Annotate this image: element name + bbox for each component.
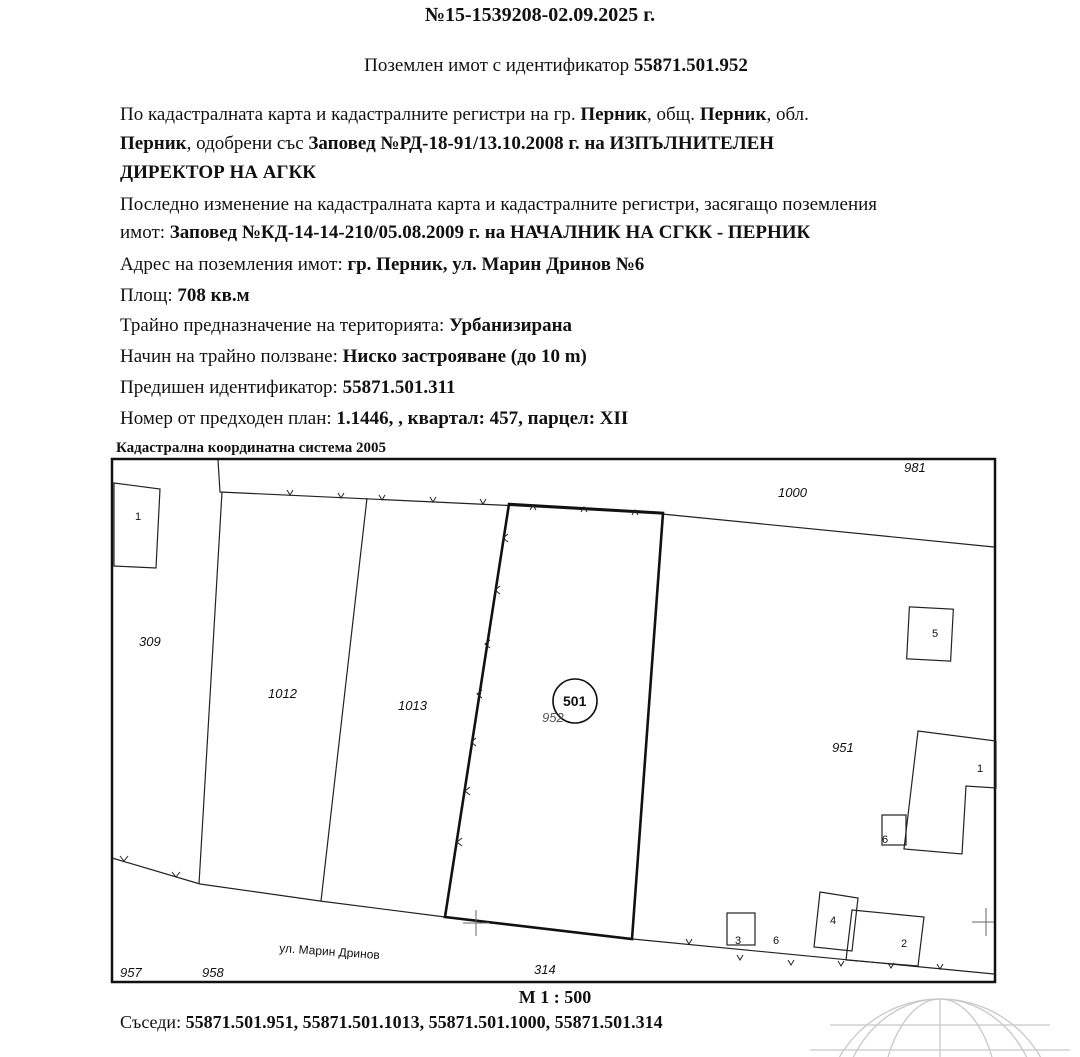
south-street-boundary (112, 858, 994, 974)
previous-id-label: Предишен идентификатор: (120, 377, 343, 398)
parcel-label-951: 951 (832, 740, 854, 755)
previous-id-value: 55871.501.311 (342, 377, 456, 398)
text-fragment: , общ. (647, 104, 700, 125)
area-value: 708 кв.м (177, 285, 250, 306)
neighbors-label: Съседи: (120, 1012, 186, 1032)
grid-cross-markers (463, 908, 994, 936)
neighbors-value: 55871.501.951, 55871.501.1013, 55871.501.1000, 55871.501.314 (185, 1012, 663, 1032)
usage-value: Ниско застрояване (до 10 m) (342, 346, 587, 367)
parcel-label-957: 957 (120, 965, 142, 980)
neighbors-row (120, 1012, 663, 1033)
building-label-4: 4 (830, 915, 837, 927)
building-label-1-right: 1 (977, 763, 984, 775)
approval-authority: ДИРЕКТОР НА АГКК (120, 162, 317, 183)
building-label-6-bottom: 6 (773, 935, 780, 947)
parcel-label-501: 501 (563, 693, 587, 709)
map-scale: М 1 : 500 (518, 987, 592, 1007)
usage-label: Начин на трайно ползване: (120, 346, 343, 367)
text-fragment: имот: (120, 222, 170, 243)
municipality-name: Перник (699, 104, 767, 125)
parcel-label-958: 958 (202, 965, 224, 980)
parcel-label-1000: 1000 (778, 485, 807, 500)
building-1-right (904, 731, 996, 854)
building-2 (846, 910, 924, 966)
parcel-title-prefix: Поземлен имот с идентификатор (364, 55, 634, 76)
text-fragment: , обл. (766, 104, 809, 125)
parcel-label-1012: 1012 (268, 686, 297, 701)
parcel-1012-west-boundary (199, 492, 222, 884)
parcel-label-1013: 1013 (398, 698, 427, 713)
north-street-boundary (218, 460, 994, 547)
parcel-label-981: 981 (904, 460, 926, 475)
last-change-order: Заповед №КД-14-14-210/05.08.2009 г. на НАЧАЛНИК НА СГКК - ПЕРНИК (169, 222, 811, 243)
building-label-6-right: 6 (882, 834, 889, 846)
province-name: Перник (120, 133, 187, 154)
building-label-2: 2 (901, 938, 908, 950)
purpose-value: Урбанизирана (449, 315, 573, 336)
building-label-3: 3 (735, 935, 742, 947)
parcel-1012-1013-boundary (321, 498, 367, 901)
agency-emblem-watermark (790, 995, 1080, 1057)
street-label: ул. Марин Дринов (278, 941, 381, 963)
coordinate-system-title: Кадастрална координатна система 2005 (116, 440, 386, 456)
building-label-5: 5 (932, 628, 939, 640)
city-name: Перник (580, 104, 647, 125)
text-fragment: , одобрени със (186, 133, 309, 154)
address-label: Адрес на поземления имот: (120, 254, 348, 275)
parcel-identifier: 55871.501.952 (633, 55, 748, 76)
area-label: Площ: (120, 285, 178, 306)
address-value: гр. Перник, ул. Марин Дринов №6 (347, 254, 645, 275)
last-change-label: Последно изменение на кадастралната карта и кадастралните регистри, засягащо поземления (120, 194, 878, 215)
previous-plan-label: Номер от предходен план: (120, 408, 337, 429)
parcel-label-314: 314 (534, 962, 556, 977)
building-1-left (114, 483, 160, 568)
previous-plan-value: 1.1446, , квартал: 457, парцел: XII (336, 408, 629, 429)
building-label-1-left: 1 (135, 511, 142, 523)
approval-order: Заповед №РД-18-91/13.10.2008 г. на ИЗПЪЛНИТЕЛЕН (308, 133, 775, 154)
parcel-label-952: 952 (542, 710, 564, 725)
building-5 (907, 607, 954, 661)
text-fragment: По кадастралната карта и кадастралните регистри на гр. (120, 104, 581, 125)
document-number: №15-1539208-02.09.2025 г. (424, 4, 656, 26)
purpose-label: Трайно предназначение на територията: (120, 315, 450, 336)
parcel-label-309: 309 (139, 634, 161, 649)
